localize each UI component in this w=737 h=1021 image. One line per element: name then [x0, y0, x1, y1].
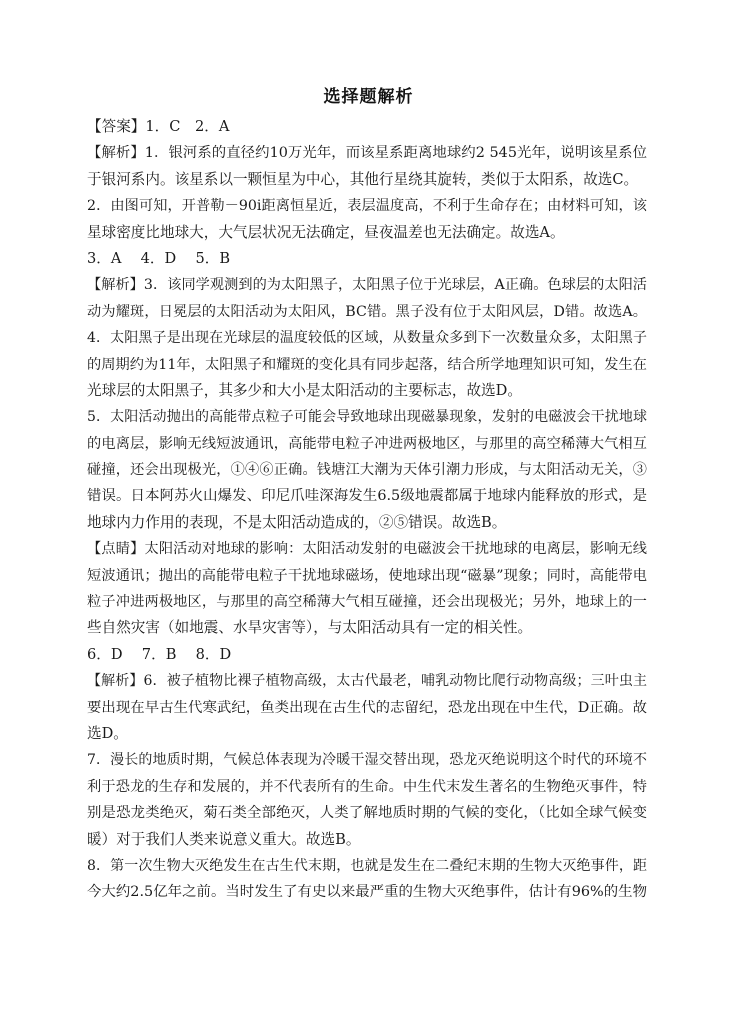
analysis-line: 地球内力作用的表现，不是太阳活动造成的，②⑤错误。故选B。 — [87, 513, 507, 531]
analysis-line: 错误。日本阿苏火山爆发、印尼爪哇深海发生6.5级地震都属于地球内能释放的形式，是 — [87, 488, 647, 505]
analysis-line: 2．由图可知，开普勒－90i距离恒星近，表层温度高，不利于生命存在；由材料可知，该 — [87, 198, 647, 215]
analysis-line: 选D。 — [87, 724, 128, 742]
analysis-line: 暖）对于我们人类来说意义重大。故选B。 — [87, 830, 361, 848]
tip-line: 【点睛】太阳活动对地球的影响：太阳活动发射的电磁波会干扰地球的电离层，影响无线 — [87, 541, 647, 558]
analysis-line: 5．太阳活动抛出的高能带点粒子可能会导致地球出现磁暴现象，发射的电磁波会干扰地球 — [87, 409, 647, 426]
analysis-line: 4．太阳黑子是出现在光球层的温度较低的区域，从数量众多到下一次数量众多，太阳黑子 — [87, 330, 647, 347]
analysis-line: 星球密度比地球大，大气层状况无法确定，昼夜温差也无法确定。故选A。 — [87, 223, 565, 241]
analysis-line: 动为耀斑，日冕层的太阳活动为太阳风，BC错。黑子没有位于太阳风层，D错。故选A。 — [87, 303, 647, 320]
analysis-line: 【解析】1．银河系的直径约10万光年，而该星系距离地球约2 545光年，说明该星系位 — [87, 145, 647, 162]
analysis-line: 于银河系内。该星系以一颗恒星为中心，其他行星绕其旋转，类似于太阳系，故选C。 — [87, 170, 639, 188]
analysis-line: 7．漫长的地质时期，气候总体表现为冷暖干湿交替出现，恐龙灭绝说明这个时代的环境不 — [87, 752, 647, 769]
tip-line: 粒子冲进两极地区，与那里的高空稀薄大气相互碰撞，还会出现极光；另外，地球上的一 — [87, 594, 647, 611]
analysis-line: 别是恐龙类绝灭，菊石类全部绝灭，人类了解地质时期的气候的变化，（比如全球气候变 — [87, 805, 647, 822]
analysis-line: 光球层的太阳黑子，其多少和大小是太阳活动的主要标志，故选D。 — [87, 381, 522, 399]
answer-line-6-8: 6．D 7．B 8．D — [87, 645, 232, 663]
analysis-line: 8．第一次生物大灭绝发生在古生代末期，也就是发生在二叠纪末期的生物大灭绝事件，距 — [87, 857, 647, 874]
page-title: 选择题解析 — [323, 87, 414, 107]
answer-analysis-body — [87, 114, 647, 906]
analysis-line: 要出现在早古生代寒武纪，鱼类出现在古生代的志留纪，恐龙出现在中生代，D正确。故 — [87, 699, 647, 716]
analysis-line: 的周期约为11年，太阳黑子和耀斑的变化具有同步起落，结合所学地理知识可知，发生在 — [87, 356, 647, 373]
answer-line-1-2: 【答案】1．C 2．A — [87, 118, 230, 135]
analysis-line: 【解析】3．该同学观测到的为太阳黑子，太阳黑子位于光球层，A正确。色球层的太阳活 — [87, 277, 647, 294]
tip-line: 些自然灾害（如地震、水旱灾害等），与太阳活动具有一定的相关性。 — [87, 619, 533, 637]
analysis-line: 的电离层，影响无线短波通讯，高能带电粒子冲进两极地区，与那里的高空稀薄大气相互 — [87, 435, 647, 452]
analysis-line: 今大约2.5亿年之前。当时发生了有史以来最严重的生物大灭绝事件，估计有96%的生物 — [87, 884, 647, 901]
tip-line: 短波通讯；抛出的高能带电粒子干扰地球磁场，使地球出现“磁暴”现象；同时，高能带电 — [87, 567, 647, 584]
answer-line-3-5: 3．A 4．D 5．B — [87, 249, 231, 267]
analysis-line: 利于恐龙的生存和发展的，并不代表所有的生命。中生代末发生著名的生物绝灭事件，特 — [87, 778, 647, 795]
analysis-line: 碰撞，还会出现极光，①④⑥正确。钱塘江大潮为天体引潮力形成，与太阳活动无关，③ — [87, 462, 647, 479]
analysis-line: 【解析】6．被子植物比裸子植物高级，太古代最老，哺乳动物比爬行动物高级；三叶虫主 — [87, 673, 647, 690]
